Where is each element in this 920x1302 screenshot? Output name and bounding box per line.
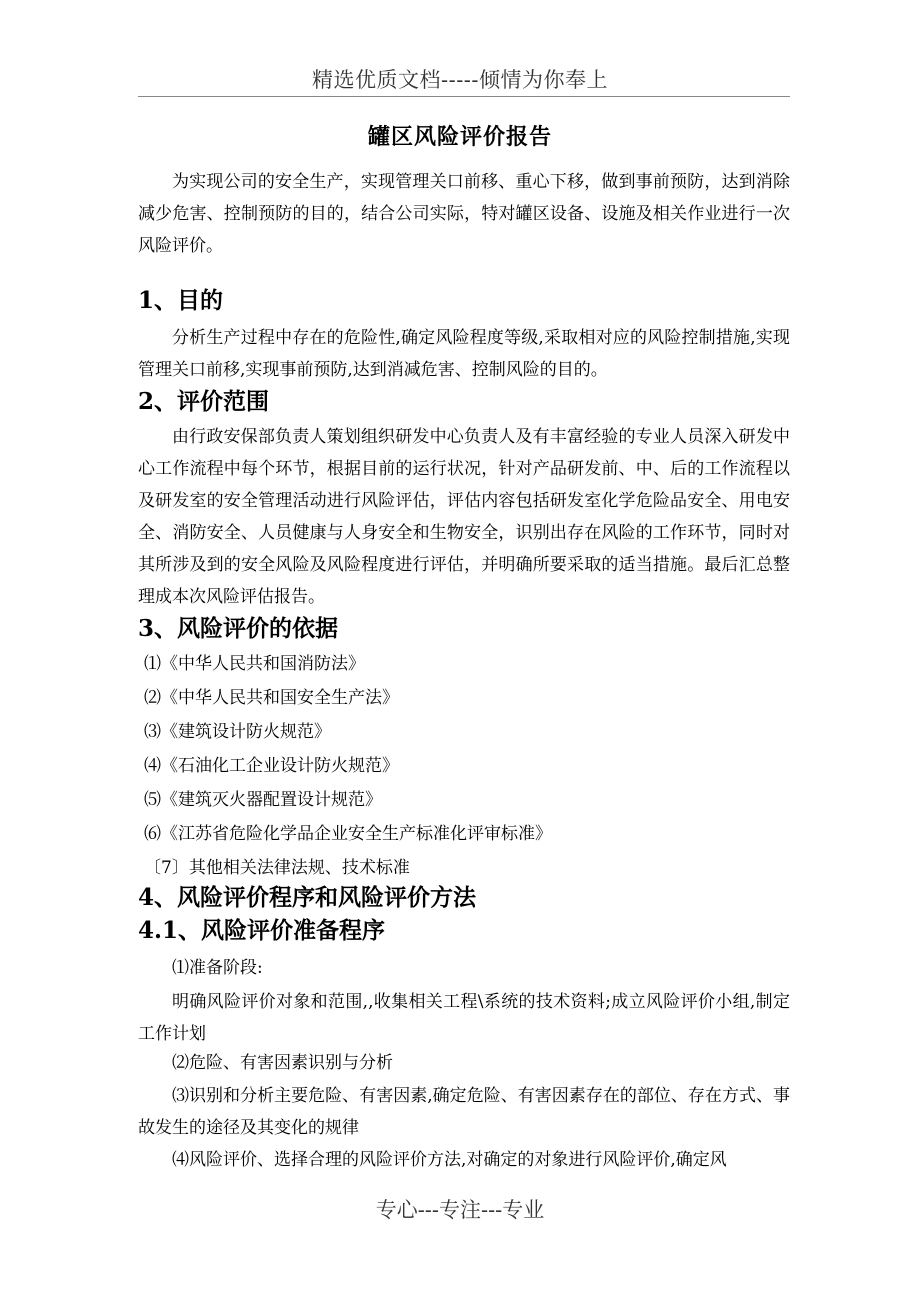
section-2-heading: 2、评价范围 <box>138 388 270 415</box>
page-header: 精选优质文档-----倾情为你奉上 <box>312 68 608 92</box>
page-footer: 专心---专注---专业 <box>375 1198 545 1222</box>
basis-item-1: ⑴《中华人民共和国消防法》 <box>144 654 365 674</box>
basis-item-6: ⑹《江苏省危险化学品企业安全生产标准化评审标准》 <box>144 824 552 844</box>
hazard-identification-label: ⑵危险、有害因素识别与分析 <box>172 1053 393 1073</box>
prep-stage-body: 明确风险评价对象和范围,,收集相关工程\系统的技术资料;成立风险评价小组,制定工作计划 <box>138 992 790 1044</box>
section-4-1-heading: 4.1、风险评价准备程序 <box>138 917 386 944</box>
basis-item-5: ⑸《建筑灭火器配置设计规范》 <box>144 790 382 810</box>
risk-evaluation-body: ⑷风险评价、选择合理的风险评价方法,对确定的对象进行风险评价,确定风 <box>172 1150 727 1170</box>
basis-item-2: ⑵《中华人民共和国安全生产法》 <box>144 688 399 708</box>
header-divider <box>138 96 790 97</box>
basis-item-7: 〔7〕其他相关法律法规、技术标准 <box>144 858 410 878</box>
basis-item-4: ⑷《石油化工企业设计防火规范》 <box>144 756 399 776</box>
hazard-analysis-body: ⑶识别和分析主要危险、有害因素,确定危险、有害因素存在的部位、存在方式、事故发生的途径及其变化的规律 <box>138 1086 790 1138</box>
section-2-body: 由行政安保部负责人策划组织研发中心负责人及有丰富经验的专业人员深入研发中心工作流程中每个环节，根据目前的运行状况，针对产品研发前、中、后的工作流程以及研发室的安全管理活动进行风险评估，评估内容包括研发室化学危险品安全、用电安全、消防安全、人员健康与人身安全和生物安全，识别出存在风险的工作环节，同时对其所涉及到的安全风险及风险程度进行评估，并明确所要采取的适当措施。最后汇总整理成本次风险评估报告。 <box>138 427 790 607</box>
section-1-body: 分析生产过程中存在的危险性,确定风险程度等级,采取相对应的风险控制措施,实现管理关口前移,实现事前预防,达到消减危害、控制风险的目的。 <box>138 328 790 380</box>
document-title: 罐区风险评价报告 <box>367 124 552 150</box>
section-4-heading: 4、风险评价程序和风险评价方法 <box>138 884 477 911</box>
section-1-heading: 1、目的 <box>138 287 224 314</box>
basis-item-3: ⑶《建筑设计防火规范》 <box>144 722 331 742</box>
prep-stage-label: ⑴准备阶段: <box>172 958 263 978</box>
intro-paragraph: 为实现公司的安全生产，实现管理关口前移、重心下移，做到事前预防，达到消除减少危害、控制预防的目的，结合公司实际，特对罐区设备、设施及相关作业进行一次风险评价。 <box>138 172 790 256</box>
section-3-heading: 3、风险评价的依据 <box>138 615 339 642</box>
